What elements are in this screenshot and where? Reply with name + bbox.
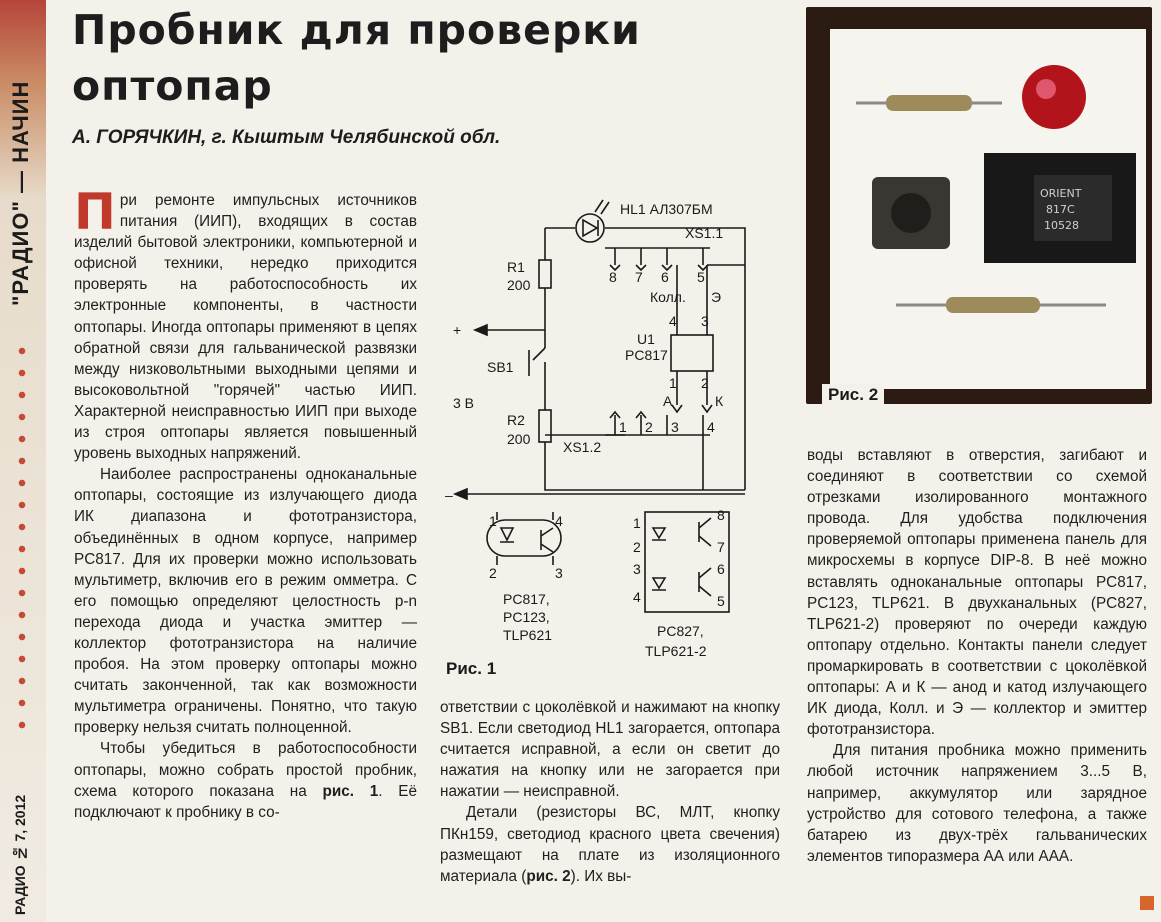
label-hl1: HL1 АЛ307БМ bbox=[620, 201, 713, 217]
paragraph bbox=[440, 802, 780, 886]
model-label: TLP621 bbox=[503, 627, 553, 643]
pin-label: 1 bbox=[669, 375, 677, 391]
pin-label: 6 bbox=[717, 561, 725, 577]
pin-label: 5 bbox=[697, 269, 705, 285]
chip-marking: ORIENT bbox=[1040, 187, 1082, 200]
end-mark bbox=[1140, 896, 1154, 910]
paragraph: Наиболее распространены одноканальные оптопары, состоящие из излучающего диода ИК диапазона и фототранзистора, объединённых в одном корпусе, например PC817. Для их проверки можно использовать мультиметр, включив его в режим омметра. С его помощью определяют целостность p-n перехода диода и участка эмиттер — коллектор фототранзистора на наличие пробоя. На этом проверку оптопары можно считать законченной, так как возможности мультиметра ограничены. Понятно, что такую проверку нельзя считать полноценной. bbox=[74, 466, 417, 737]
text-column-3 bbox=[807, 445, 1147, 867]
figure-ref: рис. 1 bbox=[322, 782, 379, 800]
magazine-side-title: "РАДИО" — НАЧИН bbox=[8, 80, 33, 306]
paragraph-text: ). Их вы- bbox=[570, 867, 632, 885]
pin-label: 4 bbox=[669, 313, 677, 329]
pin-label: 3 bbox=[701, 313, 709, 329]
label-u1: U1 bbox=[637, 331, 655, 347]
text-column-1 bbox=[74, 183, 417, 823]
paragraph bbox=[74, 183, 417, 464]
text-column-2 bbox=[440, 697, 780, 887]
pin-label: 3 bbox=[671, 419, 679, 435]
figure-1-caption: Рис. 1 bbox=[446, 659, 497, 678]
pin-label: 4 bbox=[555, 513, 563, 529]
pin-label: 2 bbox=[633, 539, 641, 555]
article-author: А. ГОРЯЧКИН, г. Кыштым Челябинской обл. bbox=[72, 127, 501, 148]
model-label: TLP621-2 bbox=[645, 643, 707, 659]
schematic-figure-1 bbox=[445, 190, 790, 690]
pin-label: 3 bbox=[633, 561, 641, 577]
photo-illustration bbox=[806, 7, 1152, 404]
label-voltage: 3 В bbox=[453, 395, 475, 411]
pin-label: 1 bbox=[489, 513, 497, 529]
label-r2: R2 bbox=[507, 412, 525, 428]
label-collector: Колл. bbox=[650, 289, 686, 305]
paragraph: Для питания пробника можно применить любой источник напряжением 3...5 В, например, аккумулятор или зарядное устройство для сотового телефона, а также батарею из двух-трёх гальванических элементов типоразмера АА или ААА. bbox=[807, 742, 1147, 865]
pin-label: 3 bbox=[555, 565, 563, 581]
pin-label: 6 bbox=[661, 269, 669, 285]
paragraph-text: Детали (резисторы ВС, МЛТ, кнопку ПКн159, светодиод красного цвета свечения) размещают на плате из изоляционного материала ( bbox=[440, 804, 780, 885]
decorative-dots bbox=[14, 340, 30, 730]
label-r1: R1 bbox=[507, 259, 525, 275]
pin-label: 5 bbox=[717, 593, 725, 609]
pin-label: 2 bbox=[701, 375, 709, 391]
chip-marking: 817C bbox=[1046, 203, 1075, 216]
led-symbol bbox=[576, 214, 604, 242]
label-minus: – bbox=[445, 487, 453, 503]
issue-info: РАДИО № 7, 2012 bbox=[12, 794, 28, 915]
label-sb1: SB1 bbox=[487, 359, 514, 375]
figure-ref: рис. 2 bbox=[526, 867, 571, 885]
pin-label: 4 bbox=[633, 589, 641, 605]
pin-label: 8 bbox=[717, 507, 725, 523]
led-photo bbox=[1022, 65, 1086, 129]
paragraph: ответствии с цоколёвкой и нажимают на кнопку SB1. Если светодиод HL1 загорается, оптопара считается исправной, а если он светит до нажатия на кнопку или не загорается при нажатии — неисправной. bbox=[440, 699, 780, 801]
pin-label: 1 bbox=[633, 515, 641, 531]
title-line-1: Пробник для проверки bbox=[72, 6, 641, 54]
figure-2-caption: Рис. 2 bbox=[822, 384, 884, 406]
label-r1-value: 200 bbox=[507, 277, 531, 293]
label-anode: А bbox=[663, 393, 673, 409]
label-emitter: Э bbox=[711, 289, 722, 305]
paragraph-text: ри ремонте импульсных источников питания (ИИП), входящих в состав изделий бытовой электроники, компьютерной и офисной техники, нередко приходится проверять на работоспособность их электронные компоненты, в частности оптопары. Иногда оптопары применяют в цепях обратной связи для гальванической развязки между низковольтными выходными цепями и высоковольтной "горячей" частью ИИП. Характерной неисправностью ИИП при выходе из строя оптопары является повышенный уровень выходных напряжений. bbox=[74, 192, 417, 463]
pin-label: 1 bbox=[619, 419, 627, 435]
paragraph bbox=[74, 738, 417, 822]
title-line-2: оптопар bbox=[72, 62, 273, 110]
model-label: PC827, bbox=[657, 623, 704, 639]
paragraph-text: . Её подключают к пробнику в со- bbox=[74, 782, 417, 821]
pin-label: 8 bbox=[609, 269, 617, 285]
label-r2-value: 200 bbox=[507, 431, 531, 447]
label-u1-part: PC817 bbox=[625, 347, 668, 363]
drop-cap: П bbox=[74, 183, 116, 241]
pin-label: 2 bbox=[645, 419, 653, 435]
chip-marking: 10528 bbox=[1044, 219, 1079, 232]
pin-label: 7 bbox=[717, 539, 725, 555]
paragraph: воды вставляют в отверстия, загибают и соединяют в соответствии со схемой отрезками изолированного монтажного провода. Для удобства подключения проверяемой оптопары применена панель для микросхемы в корпусе DIP-8. В неё можно вставлять одноканальные оптопары PC817, PC123, TLP621. В двухканальных (PC827, TLP621-2) проверяют по очереди каждую оптопару отдельно. Контакты панели следует промаркировать в соответствии с цоколёвкой оптопары: А и К — анод и катод излучающего ИК диода, Колл. и Э — коллектор и эмиттер фототранзистора. bbox=[807, 447, 1147, 739]
label-plus: + bbox=[453, 322, 462, 338]
pin-label: 7 bbox=[635, 269, 643, 285]
pin-label: 4 bbox=[707, 419, 715, 435]
model-label: PC123, bbox=[503, 609, 550, 625]
model-label: PC817, bbox=[503, 591, 550, 607]
label-cathode: К bbox=[715, 393, 724, 409]
article-title bbox=[72, 2, 772, 114]
label-xs12: XS1.2 bbox=[563, 439, 602, 455]
paragraph-text: Чтобы убедиться в работоспособности оптопары, можно собрать простой пробник, схема которого показана на bbox=[74, 740, 417, 800]
label-xs11: XS1.1 bbox=[685, 225, 724, 241]
photo-figure-2 bbox=[806, 7, 1152, 404]
pin-label: 2 bbox=[489, 565, 497, 581]
